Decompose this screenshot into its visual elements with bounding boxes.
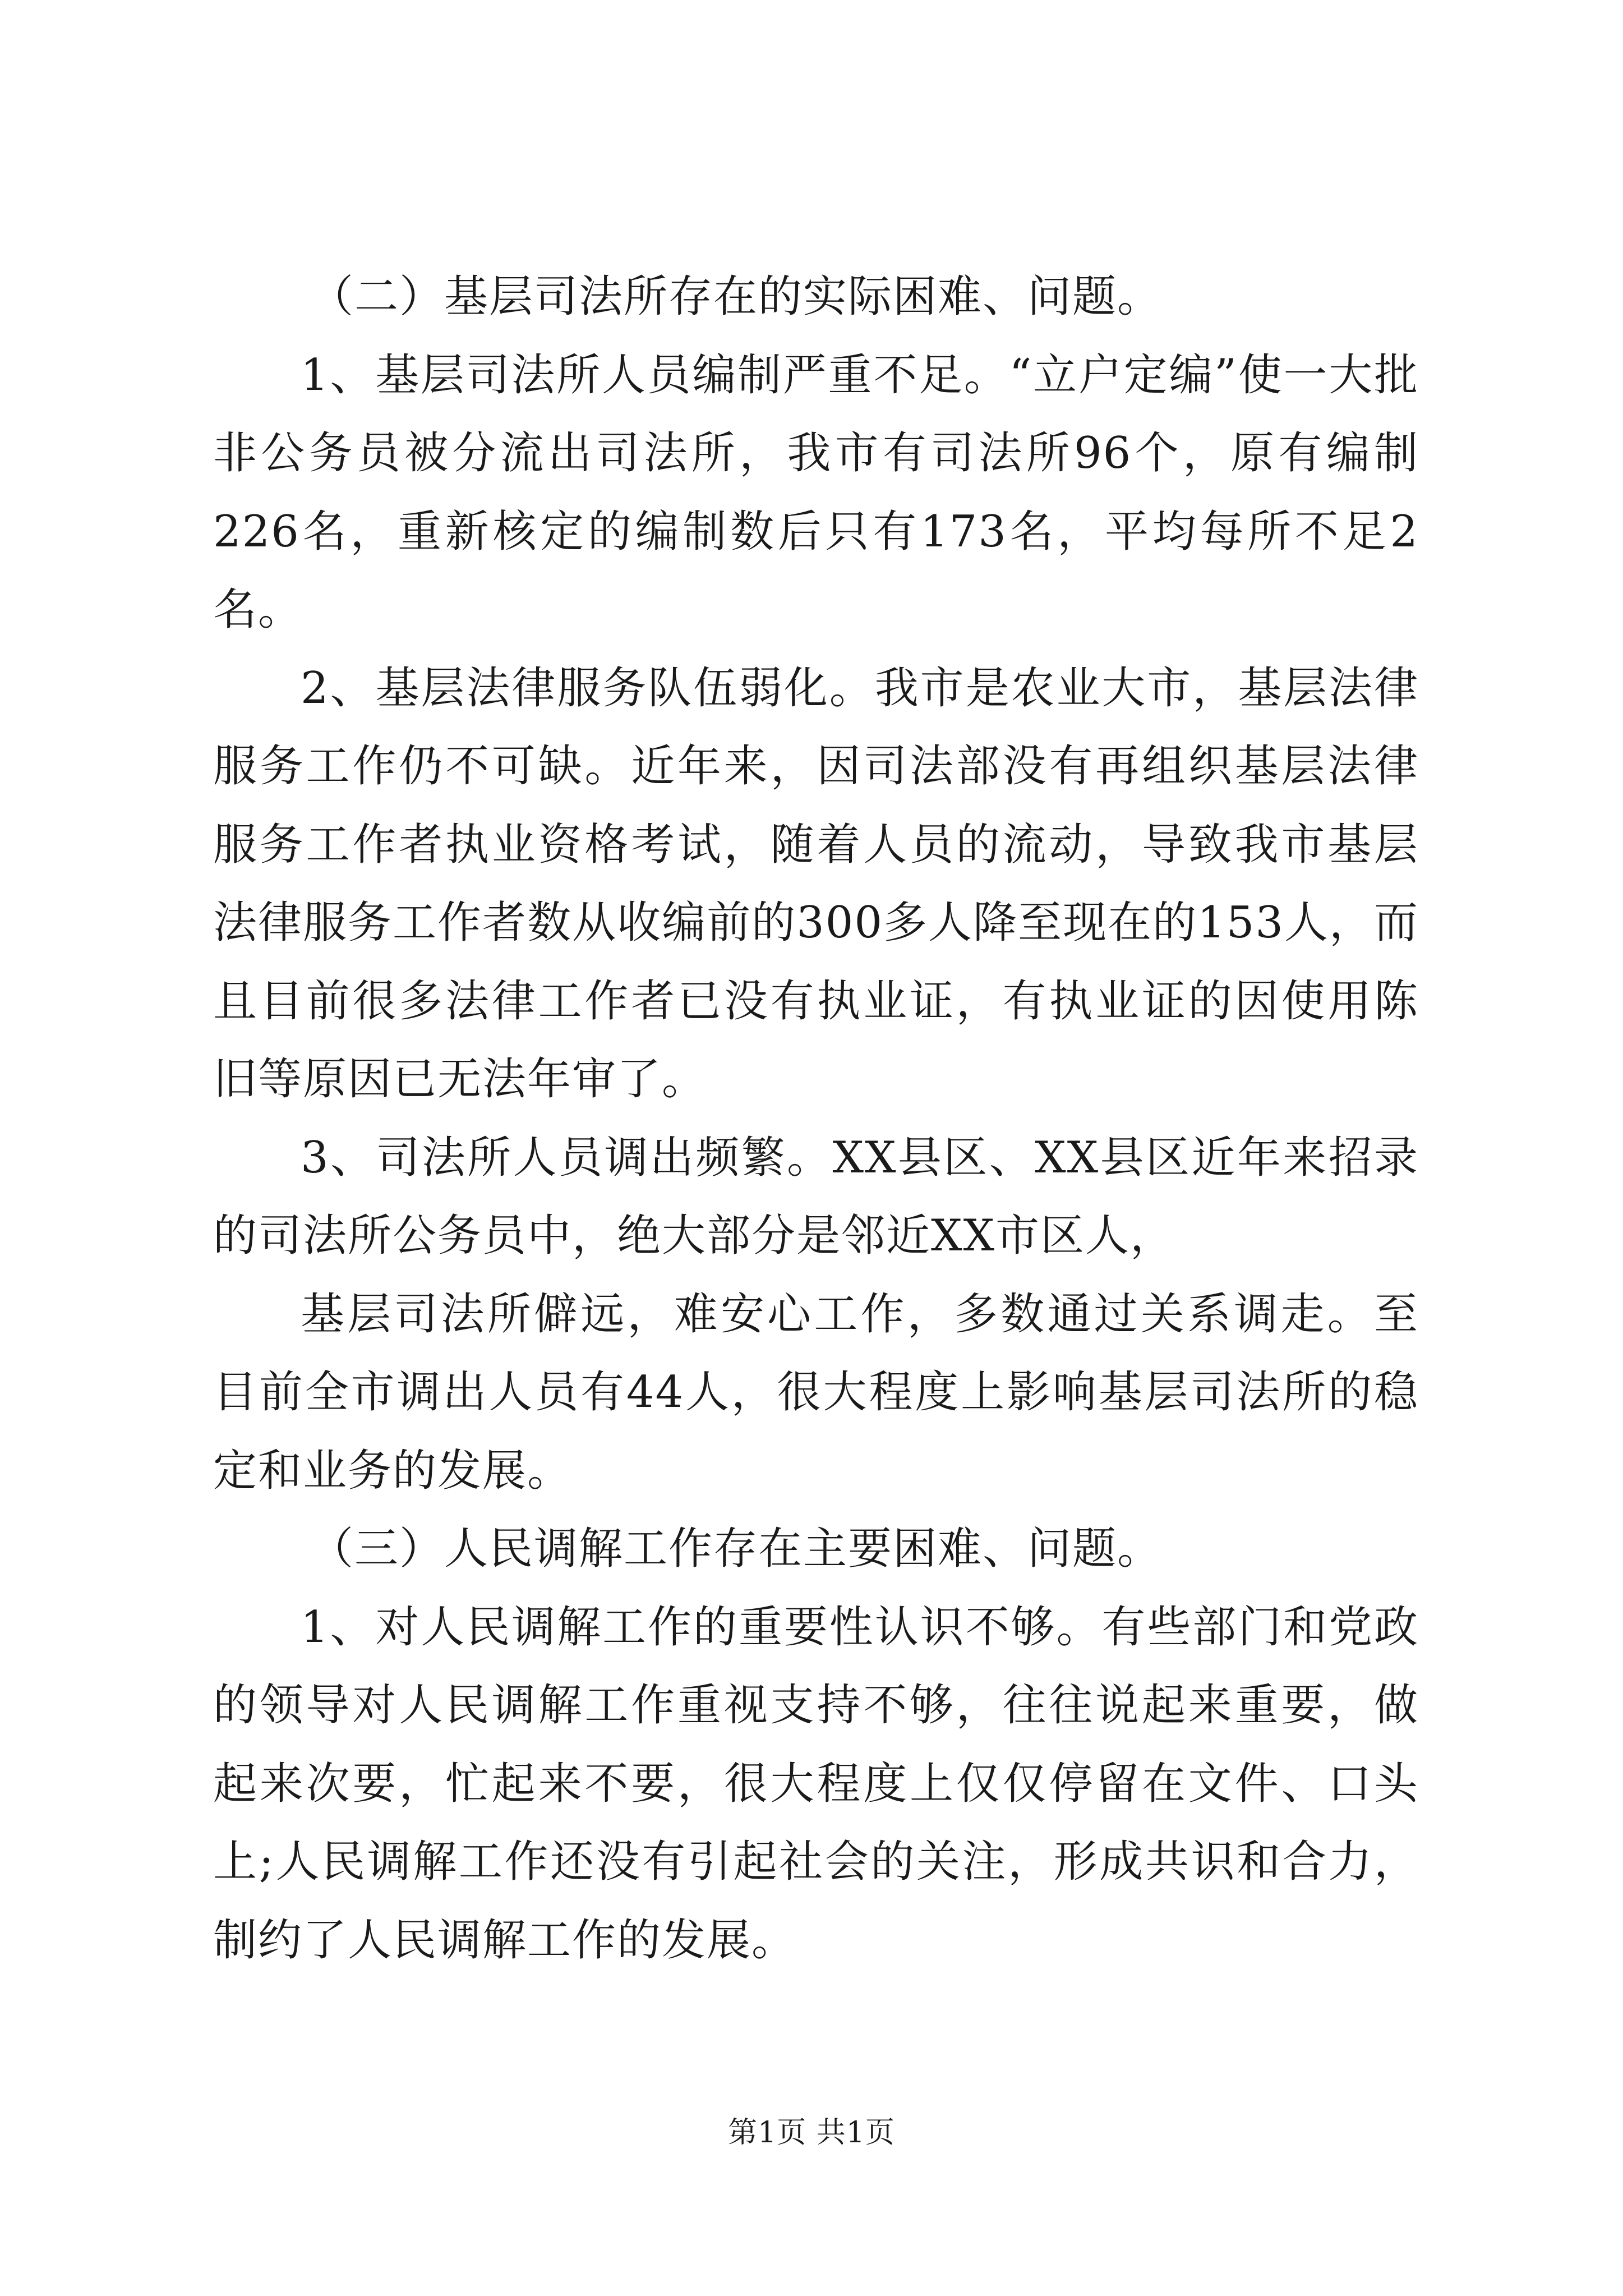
section-heading-3: （三）人民调解工作存在主要困难、问题。 bbox=[310, 1524, 1163, 1574]
paragraph-mediation-awareness: 1、对人民调解工作的重要性认识不够。有些部门和党政的领导对人民调解工作重视支持不够，往往说起来重要，做起来次要，忙起来不要，很大程度上仅仅停留在文件、口头上;人民调解工作还没有引起社会的关注，形成共识和合力，制约了人民调解工作的发展。 bbox=[213, 1602, 1419, 1966]
paragraph-staffing-shortage: 1、基层司法所人员编制严重不足。“立户定编”使一大批非公务员被分流出司法所，我市有司法所96个，原有编制226名，重新核定的编制数后只有173名，平均每所不足2名。 bbox=[213, 349, 1419, 635]
paragraph-remote-offices: 基层司法所僻远，难安心工作，多数通过关系调走。至目前全市调出人员有44人，很大程度上影响基层司法所的稳定和业务的发展。 bbox=[213, 1289, 1419, 1496]
paragraph-staff-transfer: 3、司法所人员调出频繁。XX县区、XX县区近年来招录的司法所公务员中，绝大部分是邻近XX市区人， bbox=[213, 1132, 1419, 1261]
page-footer: 第1页 共1页 bbox=[728, 2116, 895, 2150]
paragraph-legal-service-team: 2、基层法律服务队伍弱化。我市是农业大市，基层法律服务工作仍不可缺。近年来，因司法部没有再组织基层法律服务工作者执业资格考试，随着人员的流动，导致我市基层法律服务工作者数从收编前的300多人降至现在的153人，而且目前很多法律工作者已没有执业证，有执业证的因使用陈旧等原因已无法年审了。 bbox=[213, 662, 1419, 1105]
section-heading-2: （二）基层司法所存在的实际困难、问题。 bbox=[310, 272, 1163, 322]
document-body bbox=[213, 258, 1419, 1980]
